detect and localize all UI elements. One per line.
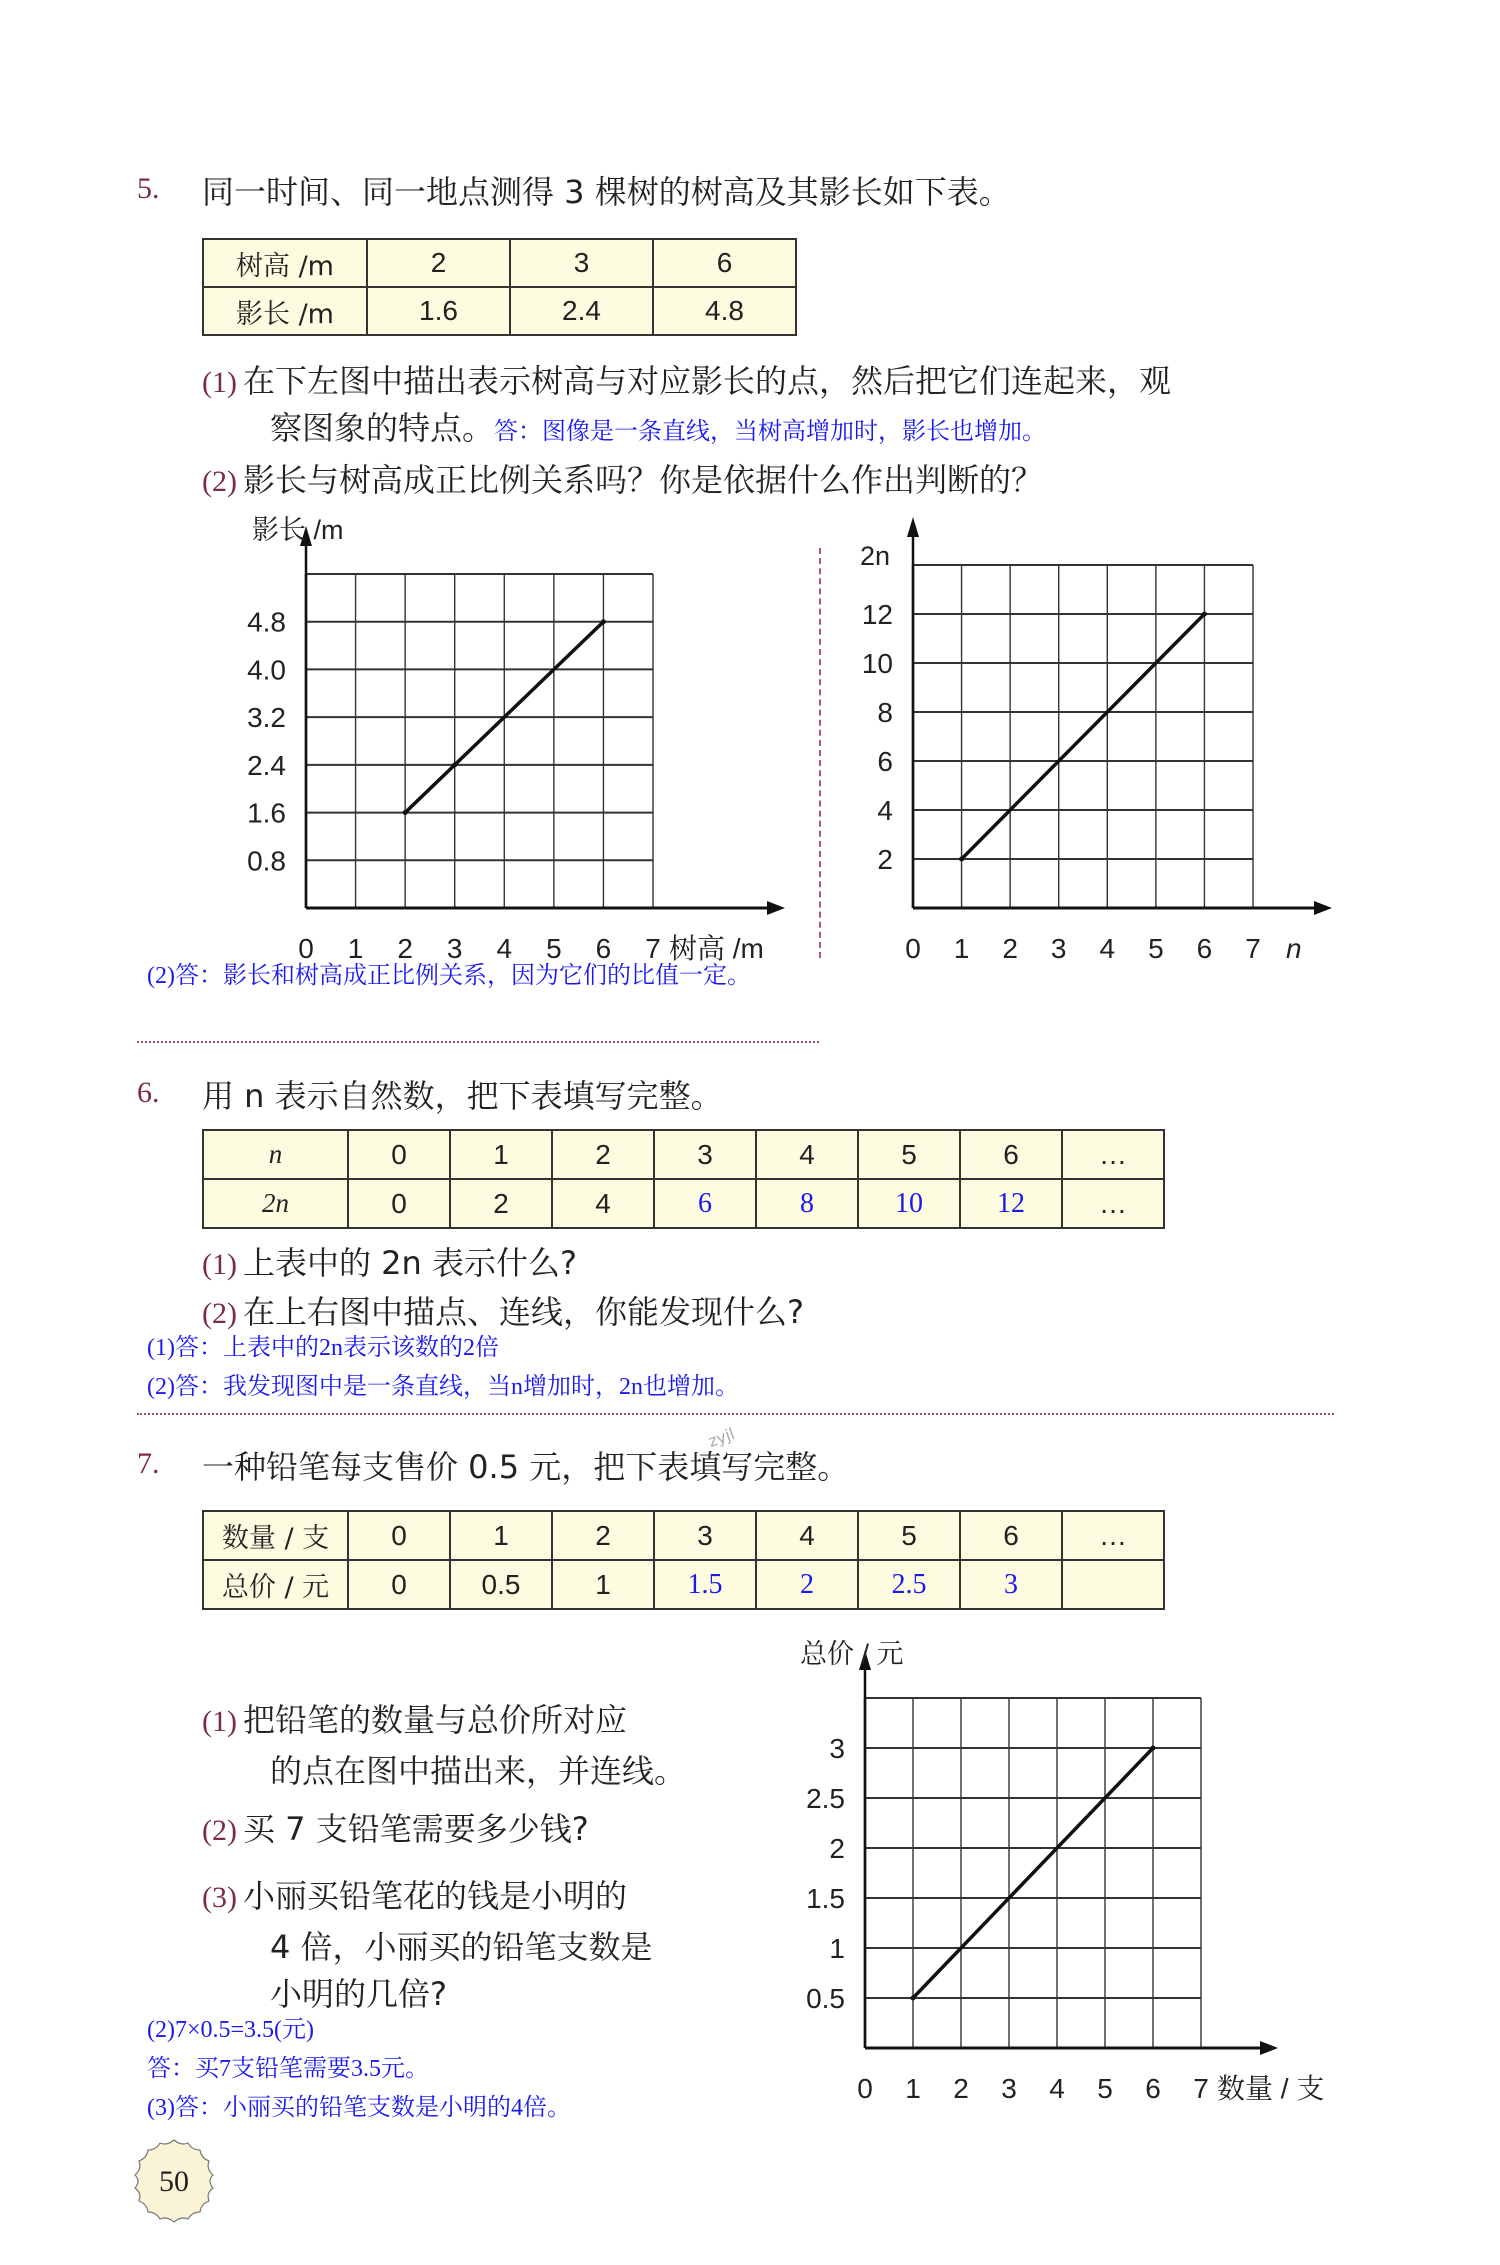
row-header: 影长 /m — [203, 287, 367, 335]
question-7-number: 7. — [137, 1447, 160, 1480]
x-tick-label: 3 — [446, 933, 463, 964]
y-tick-label: 4 — [877, 795, 893, 826]
chart-1 — [860, 517, 1332, 964]
x-axis-label: 树高 /m — [669, 933, 764, 964]
q7-sub3-text-c: 小明的几倍? — [270, 1975, 447, 2013]
vertical-divider — [819, 548, 821, 958]
q6-sub2 — [202, 1292, 804, 1334]
chart-0 — [247, 515, 785, 964]
x-tick-label: 7 — [1193, 2073, 1209, 2104]
x-axis-arrow-icon — [1260, 2041, 1278, 2055]
table-cell: 2 — [756, 1560, 858, 1609]
q7-sub3-text-b: 4 倍，小丽买的铅笔支数是 — [270, 1928, 653, 1966]
q6-answer-2: (2)答：我发现图中是一条直线，当n增加时，2n也增加。 — [147, 1374, 739, 1400]
table-cell: 0 — [348, 1560, 450, 1609]
table-row — [203, 1130, 1164, 1179]
x-tick-label: 6 — [1196, 933, 1213, 964]
table-cell: 4 — [756, 1511, 858, 1560]
table-cell: 2 — [552, 1511, 654, 1560]
y-tick-label: 3 — [829, 1733, 845, 1764]
q6-sub2-text: 在上右图中描点、连线，你能发现什么? — [242, 1293, 804, 1331]
table-cell: 1.6 — [367, 287, 510, 335]
data-point — [1202, 612, 1207, 617]
table-cell: 10 — [858, 1179, 960, 1228]
y-axis-label: 影长 /m — [252, 515, 344, 545]
q7-sub1 — [202, 1700, 627, 1742]
table-cell: 4 — [552, 1179, 654, 1228]
table-cell: 4.8 — [653, 287, 796, 335]
table-cell: 4 — [756, 1130, 858, 1179]
x-tick-label: 2 — [397, 933, 413, 964]
table-cell: 1 — [450, 1130, 552, 1179]
y-tick-label: 6 — [877, 746, 893, 777]
y-axis-arrow-icon — [907, 517, 919, 537]
table-cell: 1 — [450, 1511, 552, 1560]
y-tick-label: 0.5 — [806, 1983, 845, 2014]
watermark: zyjl — [705, 1423, 738, 1452]
table-cell: 6 — [654, 1179, 756, 1228]
chart-2 — [800, 1639, 1324, 2104]
table-cell: 0.5 — [450, 1560, 552, 1609]
x-tick-label: 6 — [1145, 2073, 1161, 2104]
q5-sub1-text-b: 察图象的特点。 — [270, 409, 495, 447]
table-cell: 2.5 — [858, 1560, 960, 1609]
q7-sub2 — [202, 1809, 589, 1851]
x-tick-label: 2 — [1002, 933, 1018, 964]
y-tick-label: 2 — [829, 1833, 845, 1864]
q7-sub3-label: (3) — [202, 1881, 237, 1914]
q7-sub3 — [202, 1876, 627, 1918]
y-tick-label: 12 — [861, 599, 893, 630]
x-tick-label: 1 — [347, 933, 364, 964]
q7-sub3-text: 小丽买铅笔花的钱是小明的 — [242, 1877, 627, 1915]
question-5-text: 同一时间、同一地点测得 3 棵树的树高及其影长如下表。 — [202, 173, 1011, 211]
question-5-number: 5. — [137, 172, 160, 205]
q6-sub1-label: (1) — [202, 1248, 237, 1281]
table-cell: … — [1062, 1179, 1164, 1228]
y-axis-label: 2n — [860, 541, 891, 571]
table-cell: 2.4 — [510, 287, 653, 335]
table-cell: 1.5 — [654, 1560, 756, 1609]
data-point — [452, 762, 457, 767]
data-point — [1151, 1746, 1156, 1751]
x-tick-label: 5 — [546, 933, 562, 964]
table-cell: 0 — [348, 1130, 450, 1179]
row-header: n — [203, 1130, 348, 1179]
q5-sub1-label: (1) — [202, 366, 237, 399]
data-point — [601, 619, 606, 624]
y-tick-label: 1.6 — [247, 797, 286, 829]
page-number: 50 — [159, 2165, 189, 2198]
table-cell: 0 — [348, 1179, 450, 1228]
row-header: 总价 / 元 — [203, 1560, 348, 1609]
table-cell: 0 — [348, 1511, 450, 1560]
table-cell: 2 — [552, 1130, 654, 1179]
row-header: 数量 / 支 — [203, 1511, 348, 1560]
q7-sub1-text-b: 的点在图中描出来，并连线。 — [270, 1752, 687, 1790]
table-cell: 2 — [450, 1179, 552, 1228]
table-cell: 6 — [960, 1511, 1062, 1560]
y-tick-label: 2.4 — [247, 749, 286, 781]
series-line — [913, 1748, 1153, 1998]
series-line — [962, 614, 1205, 859]
table-row — [203, 1179, 1164, 1228]
x-tick-label: 3 — [1001, 2073, 1017, 2104]
q7-sub1-label: (1) — [202, 1705, 237, 1738]
q7-answer-1: (2)7×0.5=3.5(元) — [147, 2017, 315, 2043]
table-cell: 1 — [552, 1560, 654, 1609]
x-tick-label: 4 — [1099, 933, 1116, 964]
table-cell: 12 — [960, 1179, 1062, 1228]
section-divider — [137, 1413, 1334, 1415]
y-tick-label: 4.0 — [247, 654, 286, 686]
table-cell: … — [1062, 1511, 1164, 1560]
x-tick-label: 7 — [645, 933, 661, 964]
pencil-price-table — [202, 1510, 1165, 1610]
q7-sub2-text: 买 7 支铅笔需要多少钱? — [242, 1810, 589, 1848]
question-6-number: 6. — [137, 1076, 160, 1109]
q5-sub1-answer: 答：图像是一条直线，当树高增加时，影长也增加。 — [494, 419, 1047, 445]
y-tick-label: 1.5 — [806, 1883, 845, 1914]
table-cell: … — [1062, 1130, 1164, 1179]
q6-sub2-label: (2) — [202, 1297, 237, 1330]
table-cell: 3 — [510, 239, 653, 287]
x-tick-label: 5 — [1148, 933, 1164, 964]
q6-sub1 — [202, 1243, 577, 1285]
x-axis-arrow-icon — [1314, 901, 1332, 915]
data-point — [403, 810, 408, 815]
x-tick-label: 5 — [1097, 2073, 1113, 2104]
x-tick-label: 6 — [595, 933, 612, 964]
data-point — [911, 1996, 916, 2001]
table-cell: 5 — [858, 1130, 960, 1179]
q5-sub2-answer: (2)答：影长和树高成正比例关系，因为它们的比值一定。 — [147, 963, 751, 989]
table-cell: 3 — [960, 1560, 1062, 1609]
n-2n-table — [202, 1129, 1165, 1229]
y-tick-label: 8 — [877, 697, 893, 728]
table-row — [203, 1511, 1164, 1560]
x-tick-label: 7 — [1245, 933, 1261, 964]
table-cell: 6 — [653, 239, 796, 287]
q6-answer-1: (1)答：上表中的2n表示该数的2倍 — [147, 1335, 499, 1361]
x-tick-label: 1 — [905, 2073, 921, 2104]
row-header: 树高 /m — [203, 239, 367, 287]
table-cell: 3 — [654, 1511, 756, 1560]
x-tick-label: 0 — [857, 2073, 873, 2104]
table-cell: 6 — [960, 1130, 1062, 1179]
q7-answer-2: 答：买7支铅笔需要3.5元。 — [147, 2056, 429, 2082]
q6-sub1-text: 上表中的 2n 表示什么? — [242, 1244, 577, 1282]
table-row — [203, 1560, 1164, 1609]
q7-answer-3: (3)答：小丽买的铅笔支数是小明的4倍。 — [147, 2095, 571, 2121]
x-tick-label: 3 — [1050, 933, 1067, 964]
x-tick-label: 0 — [905, 933, 921, 964]
table-cell — [1062, 1560, 1164, 1609]
q7-sub2-label: (2) — [202, 1814, 237, 1847]
x-axis-label: n — [1286, 933, 1302, 964]
data-point — [959, 857, 964, 862]
y-tick-label: 1 — [829, 1933, 845, 1964]
q5-sub2-text: 影长与树高成正比例关系吗？你是依据什么作出判断的？ — [242, 461, 1043, 499]
question-7-text: 一种铅笔每支售价 0.5 元，把下表填写完整。 — [202, 1448, 850, 1486]
table-cell: 8 — [756, 1179, 858, 1228]
y-tick-label: 3.2 — [247, 702, 286, 734]
x-tick-label: 4 — [1049, 2073, 1065, 2104]
y-tick-label: 10 — [861, 648, 893, 679]
x-axis-arrow-icon — [767, 901, 785, 915]
table-cell: 3 — [654, 1130, 756, 1179]
y-tick-label: 4.8 — [247, 606, 286, 638]
y-tick-label: 2 — [877, 844, 893, 875]
question-6-text: 用 n 表示自然数，把下表填写完整。 — [202, 1077, 723, 1115]
page-number-badge — [131, 2138, 217, 2224]
y-tick-label: 2.5 — [806, 1783, 845, 1814]
section-divider — [137, 1041, 819, 1043]
q5-sub2-label: (2) — [202, 465, 237, 498]
x-tick-label: 2 — [953, 2073, 969, 2104]
row-header: 2n — [203, 1179, 348, 1228]
x-tick-label: 4 — [496, 933, 513, 964]
x-axis-label: 数量 / 支 — [1217, 2073, 1325, 2104]
q7-sub1-text: 把铅笔的数量与总价所对应 — [242, 1701, 627, 1739]
x-tick-label: 0 — [298, 933, 314, 964]
y-axis-label: 总价 / 元 — [800, 1639, 904, 1669]
table-cell: 5 — [858, 1511, 960, 1560]
q5-sub1-text: 在下左图中描出表示树高与对应影长的点，然后把它们连起来，观 — [242, 362, 1171, 400]
table-cell: 2 — [367, 239, 510, 287]
y-tick-label: 0.8 — [247, 845, 286, 877]
x-tick-label: 1 — [953, 933, 970, 964]
